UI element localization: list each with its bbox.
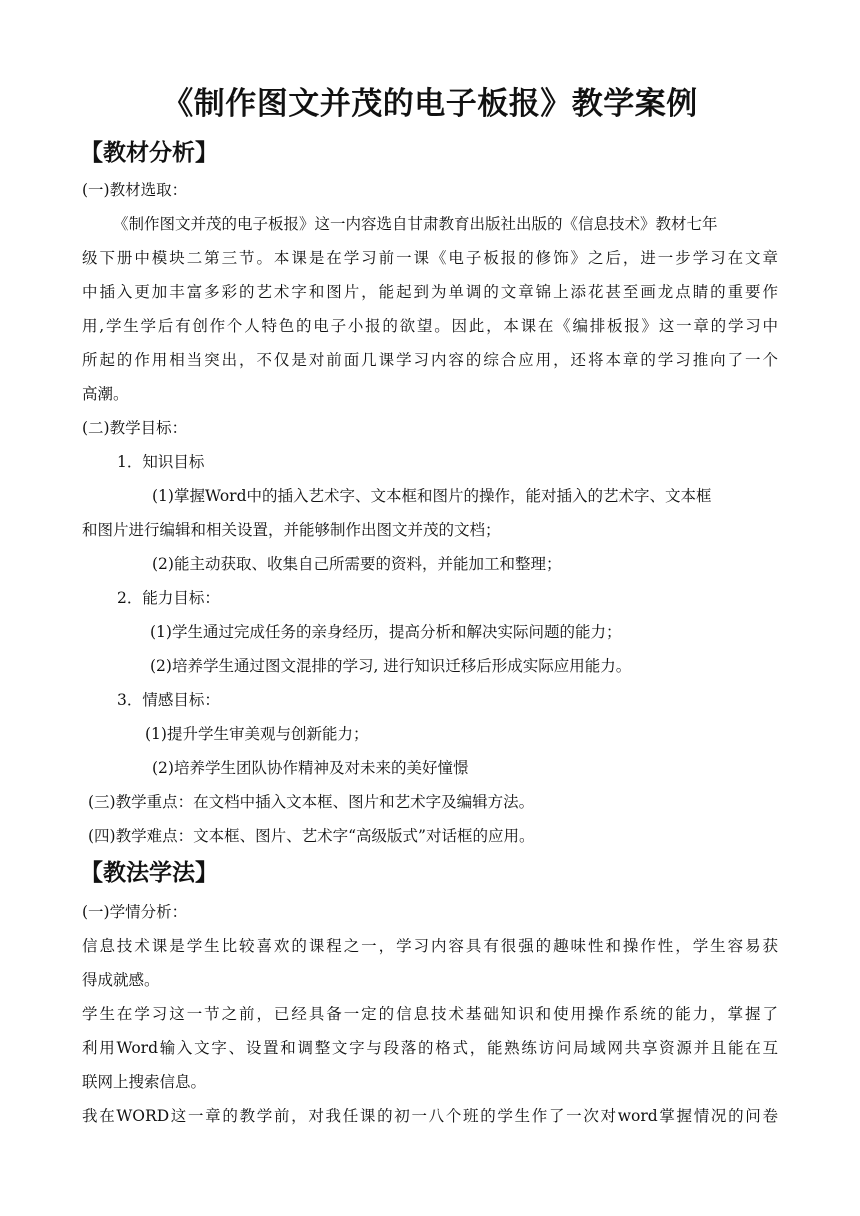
paragraph-line: 信息技术课是学生比较喜欢的课程之一，学习内容具有很强的趣味性和操作性，学生容易获 — [82, 937, 778, 955]
paragraph-line: 级下册中模块二第三节。本课是在学习前一课《电子板报的修饰》之后，进一步学习在文章 — [82, 249, 778, 267]
section-heading-textbook-analysis: 【教材分析】 — [80, 140, 218, 166]
paragraph-line: 中插入更加丰富多彩的艺术字和图片，能起到为单调的文章锦上添花甚至画龙点睛的重要作 — [82, 283, 778, 301]
paragraph-line: 得成就感。 — [82, 971, 160, 989]
paragraph-line: 我在WORD这一章的教学前，对我任课的初一八个班的学生作了一次对word掌握情况的问卷 — [82, 1107, 778, 1125]
paragraph-line: 所起的作用相当突出，不仅是对前面几课学习内容的综合应用，还将本章的学习推向了一个 — [82, 351, 778, 369]
goal-emotion-item: (1)提升学生审美观与创新能力； — [145, 725, 369, 743]
paragraph-line: 用,学生学后有创作个人特色的电子小报的欲望。因此，本课在《编排板报》这一章的学习中 — [82, 317, 778, 335]
goal-ability-label: 2．能力目标： — [117, 589, 220, 607]
subheading-material-selection: (一)教材选取： — [82, 181, 188, 199]
section-heading-teaching-methods: 【教法学法】 — [80, 860, 218, 886]
subheading-teaching-goals: (二)教学目标： — [82, 419, 188, 437]
paragraph-line: 高潮。 — [82, 385, 129, 403]
paragraph-line: 《制作图文并茂的电子板报》这一内容选自甘肃教育出版社出版的《信息技术》教材七年 — [113, 215, 718, 233]
goal-ability-item: (1)学生通过完成任务的亲身经历，提高分析和解决实际问题的能力； — [150, 623, 622, 641]
goal-knowledge-item-continued: 和图片进行编辑和相关设置，并能够制作出图文并茂的文档； — [82, 521, 501, 539]
teaching-difficult-point: (四)教学难点：文本框、图片、艺术字“高级版式”对话框的应用。 — [88, 827, 535, 845]
goal-knowledge-item: (1)掌握Word中的插入艺术字、文本框和图片的操作，能对插入的艺术字、文本框 — [152, 487, 712, 505]
paragraph-line: 联网上搜索信息。 — [82, 1073, 207, 1091]
document-title: 《制作图文并茂的电子板报》教学案例 — [162, 86, 698, 122]
goal-emotion-item: (2)培养学生团队协作精神及对未来的美好憧憬 — [152, 759, 469, 777]
goal-knowledge-label: 1．知识目标 — [117, 453, 205, 471]
subheading-learner-analysis: (一)学情分析： — [82, 903, 188, 921]
teaching-key-point: (三)教学重点：在文档中插入文本框、图片和艺术字及编辑方法。 — [88, 793, 535, 811]
goal-emotion-label: 3．情感目标： — [117, 691, 220, 709]
goal-ability-item: (2)培养学生通过图文混排的学习, 进行知识迁移后形成实际应用能力。 — [150, 657, 632, 675]
paragraph-line: 学生在学习这一节之前，已经具备一定的信息技术基础知识和使用操作系统的能力，掌握了 — [82, 1005, 778, 1023]
goal-knowledge-item: (2)能主动获取、收集自己所需要的资料，并能加工和整理； — [152, 555, 562, 573]
paragraph-line: 利用Word输入文字、设置和调整文字与段落的格式，能熟练访问局域网共享资源并且能在互 — [82, 1039, 778, 1057]
